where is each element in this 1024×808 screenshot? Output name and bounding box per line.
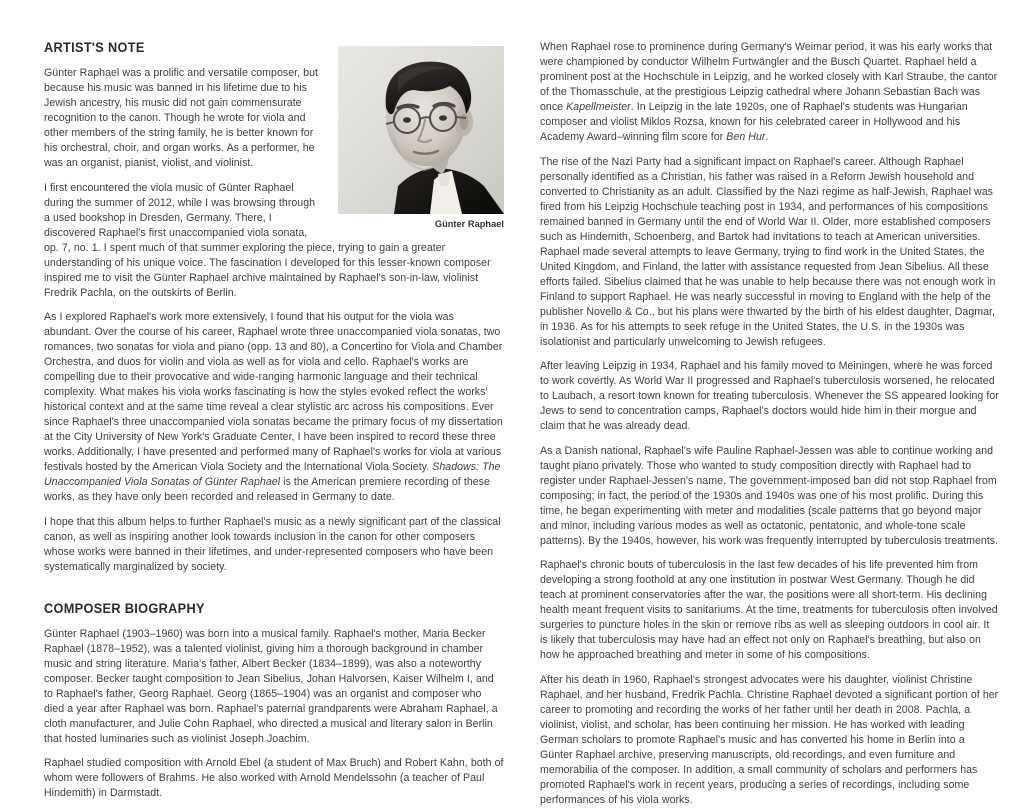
portrait-of-gunter-raphael bbox=[338, 46, 504, 214]
album-title-italic: Shadows: The Unaccompanied Viola Sonatas of Günter Raphael bbox=[44, 461, 501, 489]
kapellmeister-italic: Kapellmeister bbox=[566, 101, 631, 113]
paragraph: The rise of the Nazi Party had a significant impact on Raphael's career. Although Raphael personally identified as a Christian, his father was raised in a Reform Jewish household and converted to Christianity as an adult. Classified by the Nazi regime as half-Jewish, Raphael was fired from his Leipzig Hochschule teaching post in 1934, and performances of his compositions remained banned in Germany until the end of World War II. Older, more established composers such as Hindemith, Schoenberg, and Bartok had invitations to teach at American universities. Raphael made several attempts to leave Germany, trying to find work in the United States, the United Kingdom, and Finland, the latter with assistance requested from Jean Sibelius. All these efforts failed. Sibelius claimed that he was unable to help because there was not enough work in Finland to support Raphael. He was nearly successful in moving to England with the help of the publisher Novello & Co., but his plans were thwarted by the birth of his eldest daughter, Dagmar, in 1936. As for his attempts to seek refuge in the United States, the U.S. in the 1930s was isolationist and particularly unwelcoming to Jewish refugees. bbox=[540, 155, 996, 348]
paragraph: Raphael's chronic bouts of tuberculosis in the last few decades of his life prevented him from developing a strong foothold at any one institution in postwar West Germany. Though he did teach at prominent conservatories after the war, the positions were all short-term. His declining health meant frequent visits to sanitariums. At the time, treatments for tuberculosis often involved surgeries to puncture holes in the skin or remove ribs as well as sleeping outdoors in cool air. It is likely that tuberculosis may have had an effect not only on Raphael's breathing, but also on how he approached breathing and meter in some of his compositions. bbox=[540, 559, 998, 661]
portrait-caption: Günter Raphael bbox=[434, 219, 504, 229]
composer-biography-section bbox=[44, 601, 504, 802]
paragraph: As a Danish national, Raphael's wife Pauline Raphael-Jessen was able to continue working and taught piano privately. Those who wanted to study composition directly with Raphael had to register under Raphael-Jessen's name. The government-imposed ban did not stop Raphael from composing; in fact, the period of the 1930s and 1940s was one of his most prolific. During this time, he began experimenting with meter and modalities (scale patterns that go beyond major and minor, including various modes as well as octatonic, pentatonic, and whole-tone scale patterns). By the 1940s, however, his work was frequently interrupted by tuberculosis treatments. bbox=[540, 444, 999, 547]
paragraph: After his death in 1960, Raphael's strongest advocates were his daughter, violinist Christine Raphael, and her husband, Fredrik Pachla. Christine Raphael devoted a significant portion of her career to promoting and recording the works of her father until her death in 2008. Pachla, a violinist, violist, and scholar, has been continuing her mission. He has worked with leading German scholars to promote Raphael's music and has converted his home in Berlin into a Günter Raphael archive, preserving manuscripts, old recordings, and even furniture and memorabilia of the composer. In addition, a small community of scholars and performers has promoted Raphael's work in recent years, producing a series of recordings, including some performances of his viola works. bbox=[540, 673, 999, 806]
two-column-layout bbox=[44, 40, 999, 808]
artists-note-section bbox=[44, 40, 504, 575]
portrait-figure bbox=[338, 46, 504, 230]
paragraph-lead: When Raphael rose to prominence during Germany's Weimar period, it was his early works that were championed by conductor Wilhelm Furtwängler and the Busch Quartet. Raphael held a prominent post at the Hochschule in Leipzig, and he worked closely with Karl Straube, the cantor of the Thomasschule, at the prestigious Leipzig cathedral where Johann Sebastian Bach was once bbox=[540, 41, 998, 113]
paragraph: Günter Raphael was a prolific and versatile composer, but because his music was banned in his lifetime due to his Jewish ancestry, his music did not gain commensurate recognition to the canon. Though he wrote for viola and other members of the string family, he is better known for his orchestral, choir, and organ works. As a performer, he was an organist, pianist, violist, and violinist. bbox=[44, 67, 318, 170]
composer-biography-heading: COMPOSER BIOGRAPHY bbox=[44, 600, 205, 616]
paragraph: I first encountered the viola music of Günter Raphael during the summer of 2012, while I was browsing through a used bookshop in Dresden, Germany. There, I discovered Raphael's first unaccompanied viola sonata, op. 7, no. 1. I spent much of that summer exploring the piece, trying to gain a greater understanding of his unique voice. The fascination I developed for this lesser-known composer inspired me to visit the Günter Raphael archive maintained by Raphael's son-in-law, violinist Fredrik Pachla, on the outskirts of Berlin. bbox=[44, 181, 491, 299]
paragraph: Günter Raphael (1903–1960) was born into a musical family. Raphael's mother, Maria Becker Raphael (1878–1952), was a talented violinist, giving him a thorough background in chamber music and string literature. Maria's father, Albert Becker (1834–1899), was also a noteworthy composer. Becker taught composition to Jean Sibelius, Johan Halvorsen, Kaiser Wilhelm I, and to Raphael's father, Georg Raphael. Georg (1865–1904) was an organist and composer who died a year after Raphael was born. Raphael's paternal grandparents were Abraham Raphael, a cloth manufacturer, and Julie Cohn Raphael, who directed a musical and literary salon in Berlin that hosted luminaries such as violinist Joseph Joachim. bbox=[44, 627, 498, 745]
paragraph-with-italic-title bbox=[44, 310, 504, 505]
paragraph: Raphael studied composition with Arnold Ebel (a student of Max Bruch) and Robert Kahn, both of whom were followers of Brahms. He also worked with Arnold Mendelssohn (a teacher of Paul Hindemith) in Darmstadt. bbox=[44, 757, 504, 800]
paragraph: I hope that this album helps to further Raphael's music as a newly significant part of the classical canon, as well as inspiring another look towards inclusion in the canon for other composers whose works were banned in their lifetimes, and under-represented composers who have been systematically marginalized by society. bbox=[44, 515, 501, 573]
paragraph: After leaving Leipzig in 1934, Raphael and his family moved to Meiningen, where he was forced to work covertly. As World War II progressed and Raphael's tuberculosis worsened, he relocated to Laubach, a resort town known for treating tuberculosis. Whenever the SS appeared looking for Jews to send to concentration camps, Raphael's doctors would hide him in their morgue and claim that he was already dead. bbox=[540, 360, 999, 432]
artists-note-heading: ARTIST'S NOTE bbox=[44, 40, 145, 55]
paragraph-with-italics bbox=[540, 40, 1000, 145]
left-column bbox=[44, 40, 504, 801]
paragraph-tail: is the American premiere recording of these works, as they have only been recorded and released in Germany to date. bbox=[44, 476, 490, 504]
paragraph-mid: . In Leipzig in the late 1920s, one of Raphael's students was Hungarian composer and violist Miklos Rozsa, known for his celebrated career in Hollywood and his Academy Award–winning film score for bbox=[540, 101, 968, 143]
ben-hur-italic: Ben Hur bbox=[726, 131, 766, 143]
paragraph-lead: As I explored Raphael's work more extensively, I found that his output for the viola was abundant. Over the course of his career, Raphael wrote three unaccompanied viola sonatas, two romances, two sonatas for viola and piano (opp. 13 and 80), a Concertino for Viola and Chamber Orchestra, and duos for violin and viola as well as for viola and cello. Raphael's works are compelling due to their provocative and wide-ranging harmonic language and their technical complexity. What makes his viola works fascinating is how the styles evoked reflect the works' historical context and at the same time reveal a clear stylistic arc across his compositions. Ever since Raphael's three unaccompanied viola sonatas became the primary focus of my dissertation at the City University of New York's Graduate Center, I have been inspired to record these three works. Additionally, I have presented and performed many of Raphael's works for viola at various festivals hosted by the American Viola Society and the International Viola Society. bbox=[44, 311, 503, 474]
paragraph-tail: . bbox=[765, 131, 769, 143]
right-column bbox=[540, 40, 1000, 808]
